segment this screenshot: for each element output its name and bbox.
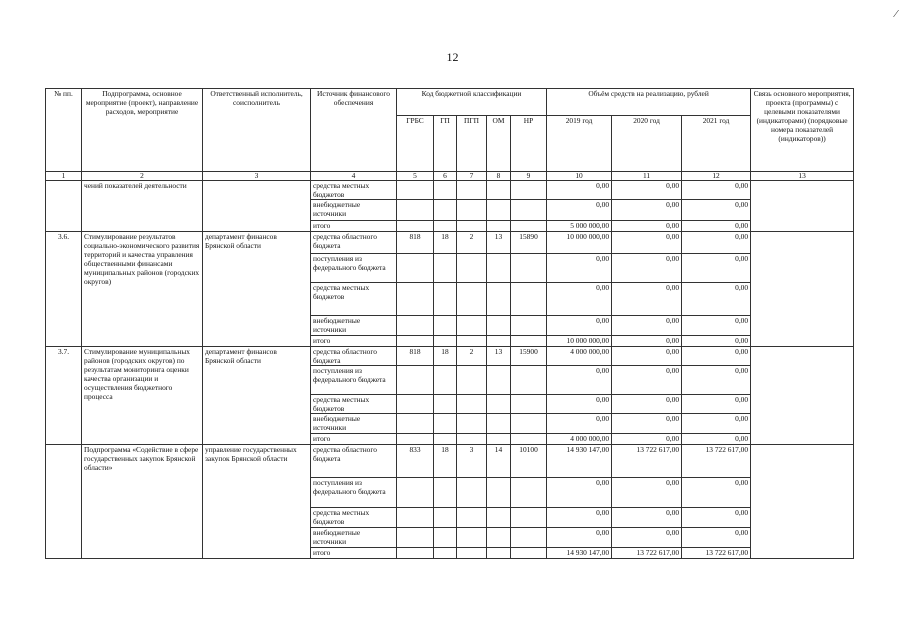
- grbs-code: [397, 366, 434, 395]
- grbs-code: 833: [397, 445, 434, 478]
- col-number: 8: [487, 172, 511, 181]
- nr-code: [511, 283, 547, 316]
- funding-source: итого: [311, 336, 397, 347]
- header-numbers-row: [46, 172, 854, 181]
- header-volume: Объём средств на реализацию, рублей: [547, 89, 751, 116]
- item-name: Стимулирование муниципальных районов (городских округов) по результатам мониторинга оценки качества организации и осуществления бюджетного процесса: [82, 347, 203, 445]
- grbs-code: [397, 395, 434, 414]
- funding-source: средства областного бюджета: [311, 445, 397, 478]
- grbs-code: [397, 478, 434, 508]
- amount-2020: 0,00: [612, 528, 682, 548]
- om-code: [487, 395, 511, 414]
- col-number: 4: [311, 172, 397, 181]
- gp-code: 18: [434, 232, 457, 254]
- funding-source: поступления из федерального бюджета: [311, 366, 397, 395]
- amount-2019: 0,00: [547, 414, 612, 434]
- amount-2020: 0,00: [612, 366, 682, 395]
- amount-2020: 0,00: [612, 254, 682, 283]
- amount-2021: 0,00: [682, 508, 751, 528]
- nr-code: [511, 478, 547, 508]
- pgp-code: [457, 395, 487, 414]
- gp-code: [434, 254, 457, 283]
- pgp-code: [457, 200, 487, 221]
- header-subprogram: Подпрограмма, основное мероприятие (проект), направление расходов, мероприятие: [82, 89, 203, 172]
- gp-code: [434, 395, 457, 414]
- gp-code: [434, 200, 457, 221]
- item-executor: управление государственных закупок Брянской области: [203, 445, 311, 559]
- grbs-code: 818: [397, 232, 434, 254]
- item-executor: департамент финансов Брянской области: [203, 232, 311, 347]
- header-no: № пп.: [46, 89, 82, 172]
- funding-source: средства областного бюджета: [311, 347, 397, 366]
- gp-code: [434, 366, 457, 395]
- om-code: 13: [487, 232, 511, 254]
- header-om: ОМ: [487, 116, 511, 172]
- col-number: 3: [203, 172, 311, 181]
- amount-2020: 0,00: [612, 316, 682, 336]
- amount-2020: 0,00: [612, 478, 682, 508]
- amount-2019: 14 930 147,00: [547, 445, 612, 478]
- header-pgp: ПГП: [457, 116, 487, 172]
- item-executor: департамент финансов Брянской области: [203, 347, 311, 445]
- om-code: [487, 254, 511, 283]
- col-number: 10: [547, 172, 612, 181]
- amount-2019: 10 000 000,00: [547, 336, 612, 347]
- amount-2021: 0,00: [682, 232, 751, 254]
- funding-source: внебюджетные источники: [311, 528, 397, 548]
- amount-2020: 0,00: [612, 181, 682, 200]
- om-code: [487, 316, 511, 336]
- table-row: [46, 232, 854, 254]
- gp-code: [434, 478, 457, 508]
- nr-code: [511, 395, 547, 414]
- amount-2020: 0,00: [612, 508, 682, 528]
- nr-code: [511, 316, 547, 336]
- grbs-code: 818: [397, 347, 434, 366]
- amount-2020: 0,00: [612, 200, 682, 221]
- grbs-code: [397, 414, 434, 434]
- header-gp: ГП: [434, 116, 457, 172]
- amount-2021: 0,00: [682, 283, 751, 316]
- pgp-code: [457, 366, 487, 395]
- amount-2021: 13 722 617,00: [682, 445, 751, 478]
- gp-code: [434, 508, 457, 528]
- item-name: Стимулирование результатов социально-экономического развития территорий и качества управления общественными финансами муниципальных районов (городских округов): [82, 232, 203, 347]
- grbs-code: [397, 548, 434, 559]
- table-row: [46, 181, 854, 200]
- grbs-code: [397, 508, 434, 528]
- item-number: [46, 445, 82, 559]
- pgp-code: [457, 283, 487, 316]
- funding-source: поступления из федерального бюджета: [311, 478, 397, 508]
- om-code: [487, 283, 511, 316]
- amount-2021: 0,00: [682, 336, 751, 347]
- amount-2021: 0,00: [682, 434, 751, 445]
- nr-code: [511, 434, 547, 445]
- nr-code: [511, 414, 547, 434]
- nr-code: 10100: [511, 445, 547, 478]
- budget-table: [45, 88, 854, 559]
- page-number: 12: [446, 50, 459, 64]
- funding-source: средства местных бюджетов: [311, 508, 397, 528]
- om-code: [487, 336, 511, 347]
- table-row: [46, 347, 854, 366]
- col-number: 9: [511, 172, 547, 181]
- col-number: 13: [751, 172, 854, 181]
- funding-source: поступления из федерального бюджета: [311, 254, 397, 283]
- nr-code: [511, 221, 547, 232]
- nr-code: [511, 181, 547, 200]
- pgp-code: [457, 548, 487, 559]
- grbs-code: [397, 434, 434, 445]
- amount-2019: 0,00: [547, 478, 612, 508]
- indicator-link: [751, 232, 854, 347]
- gp-code: [434, 181, 457, 200]
- amount-2021: 0,00: [682, 347, 751, 366]
- amount-2020: 13 722 617,00: [612, 445, 682, 478]
- pgp-code: [457, 434, 487, 445]
- col-number: 5: [397, 172, 434, 181]
- col-number: 1: [46, 172, 82, 181]
- funding-source: средства местных бюджетов: [311, 395, 397, 414]
- nr-code: [511, 366, 547, 395]
- funding-source: внебюджетные источники: [311, 414, 397, 434]
- col-number: 2: [82, 172, 203, 181]
- amount-2020: 0,00: [612, 434, 682, 445]
- amount-2021: 0,00: [682, 395, 751, 414]
- amount-2019: 0,00: [547, 528, 612, 548]
- grbs-code: [397, 316, 434, 336]
- col-number: 12: [682, 172, 751, 181]
- indicator-link: [751, 445, 854, 559]
- pgp-code: 3: [457, 445, 487, 478]
- om-code: [487, 508, 511, 528]
- corner-mark: ⁄: [895, 8, 897, 20]
- amount-2019: 4 000 000,00: [547, 434, 612, 445]
- amount-2019: 0,00: [547, 200, 612, 221]
- pgp-code: [457, 528, 487, 548]
- nr-code: 15900: [511, 347, 547, 366]
- grbs-code: [397, 283, 434, 316]
- header-2019: 2019 год: [547, 116, 612, 172]
- header-grbs: ГРБС: [397, 116, 434, 172]
- pgp-code: [457, 254, 487, 283]
- header-budget-code: Код бюджетной классификации: [397, 89, 547, 116]
- amount-2021: 0,00: [682, 181, 751, 200]
- amount-2020: 0,00: [612, 347, 682, 366]
- nr-code: [511, 254, 547, 283]
- amount-2021: 0,00: [682, 528, 751, 548]
- pgp-code: [457, 316, 487, 336]
- amount-2021: 0,00: [682, 221, 751, 232]
- header-source: Источник финансового обеспечения: [311, 89, 397, 172]
- om-code: [487, 548, 511, 559]
- header-nr: НР: [511, 116, 547, 172]
- grbs-code: [397, 181, 434, 200]
- indicator-link: [751, 181, 854, 232]
- amount-2019: 4 000 000,00: [547, 347, 612, 366]
- header-executor: Ответственный исполнитель, соисполнитель: [203, 89, 311, 172]
- table-body: [46, 181, 854, 559]
- amount-2020: 0,00: [612, 414, 682, 434]
- om-code: [487, 221, 511, 232]
- grbs-code: [397, 336, 434, 347]
- amount-2020: 13 722 617,00: [612, 548, 682, 559]
- gp-code: 18: [434, 347, 457, 366]
- amount-2019: 14 930 147,00: [547, 548, 612, 559]
- amount-2020: 0,00: [612, 336, 682, 347]
- amount-2019: 0,00: [547, 181, 612, 200]
- item-number: 3.7.: [46, 347, 82, 445]
- nr-code: [511, 336, 547, 347]
- amount-2021: 0,00: [682, 478, 751, 508]
- om-code: [487, 200, 511, 221]
- pgp-code: [457, 336, 487, 347]
- amount-2021: 0,00: [682, 316, 751, 336]
- amount-2019: 0,00: [547, 395, 612, 414]
- gp-code: [434, 434, 457, 445]
- om-code: [487, 414, 511, 434]
- item-name: чений показателей деятельности: [82, 181, 203, 232]
- header-link: Связь основного мероприятия, проекта (программы) с целевыми показателями (индикаторами) (порядковые номера показателей (индикаторов)): [751, 89, 854, 172]
- gp-code: [434, 221, 457, 232]
- pgp-code: 2: [457, 232, 487, 254]
- gp-code: [434, 336, 457, 347]
- amount-2019: 0,00: [547, 283, 612, 316]
- amount-2019: 5 000 000,00: [547, 221, 612, 232]
- item-executor: [203, 181, 311, 232]
- amount-2021: 0,00: [682, 366, 751, 395]
- nr-code: [511, 528, 547, 548]
- om-code: [487, 181, 511, 200]
- om-code: 13: [487, 347, 511, 366]
- pgp-code: [457, 414, 487, 434]
- amount-2019: 0,00: [547, 366, 612, 395]
- amount-2020: 0,00: [612, 395, 682, 414]
- pgp-code: [457, 508, 487, 528]
- grbs-code: [397, 528, 434, 548]
- amount-2021: 0,00: [682, 254, 751, 283]
- funding-source: средства местных бюджетов: [311, 283, 397, 316]
- indicator-link: [751, 347, 854, 445]
- funding-source: итого: [311, 221, 397, 232]
- amount-2020: 0,00: [612, 221, 682, 232]
- om-code: 14: [487, 445, 511, 478]
- pgp-code: [457, 478, 487, 508]
- gp-code: [434, 316, 457, 336]
- funding-source: внебюджетные источники: [311, 200, 397, 221]
- om-code: [487, 528, 511, 548]
- nr-code: [511, 548, 547, 559]
- col-number: 7: [457, 172, 487, 181]
- gp-code: [434, 548, 457, 559]
- om-code: [487, 478, 511, 508]
- pgp-code: [457, 181, 487, 200]
- amount-2019: 0,00: [547, 316, 612, 336]
- col-number: 11: [612, 172, 682, 181]
- header-2021: 2021 год: [682, 116, 751, 172]
- amount-2021: 0,00: [682, 414, 751, 434]
- amount-2019: 0,00: [547, 508, 612, 528]
- gp-code: [434, 528, 457, 548]
- gp-code: [434, 283, 457, 316]
- col-number: 6: [434, 172, 457, 181]
- item-number: [46, 181, 82, 232]
- gp-code: [434, 414, 457, 434]
- pgp-code: 2: [457, 347, 487, 366]
- grbs-code: [397, 221, 434, 232]
- funding-source: итого: [311, 434, 397, 445]
- nr-code: 15890: [511, 232, 547, 254]
- amount-2021: 13 722 617,00: [682, 548, 751, 559]
- om-code: [487, 434, 511, 445]
- amount-2021: 0,00: [682, 200, 751, 221]
- table-row: [46, 445, 854, 478]
- om-code: [487, 366, 511, 395]
- funding-source: итого: [311, 548, 397, 559]
- amount-2019: 10 000 000,00: [547, 232, 612, 254]
- funding-source: внебюджетные источники: [311, 316, 397, 336]
- gp-code: 18: [434, 445, 457, 478]
- amount-2019: 0,00: [547, 254, 612, 283]
- header-2020: 2020 год: [612, 116, 682, 172]
- item-number: 3.6.: [46, 232, 82, 347]
- funding-source: средства областного бюджета: [311, 232, 397, 254]
- amount-2020: 0,00: [612, 283, 682, 316]
- nr-code: [511, 508, 547, 528]
- table-header: [46, 89, 854, 181]
- item-name: Подпрограмма «Содействие в сфере государственных закупок Брянской области»: [82, 445, 203, 559]
- grbs-code: [397, 254, 434, 283]
- pgp-code: [457, 221, 487, 232]
- funding-source: средства местных бюджетов: [311, 181, 397, 200]
- nr-code: [511, 200, 547, 221]
- amount-2020: 0,00: [612, 232, 682, 254]
- grbs-code: [397, 200, 434, 221]
